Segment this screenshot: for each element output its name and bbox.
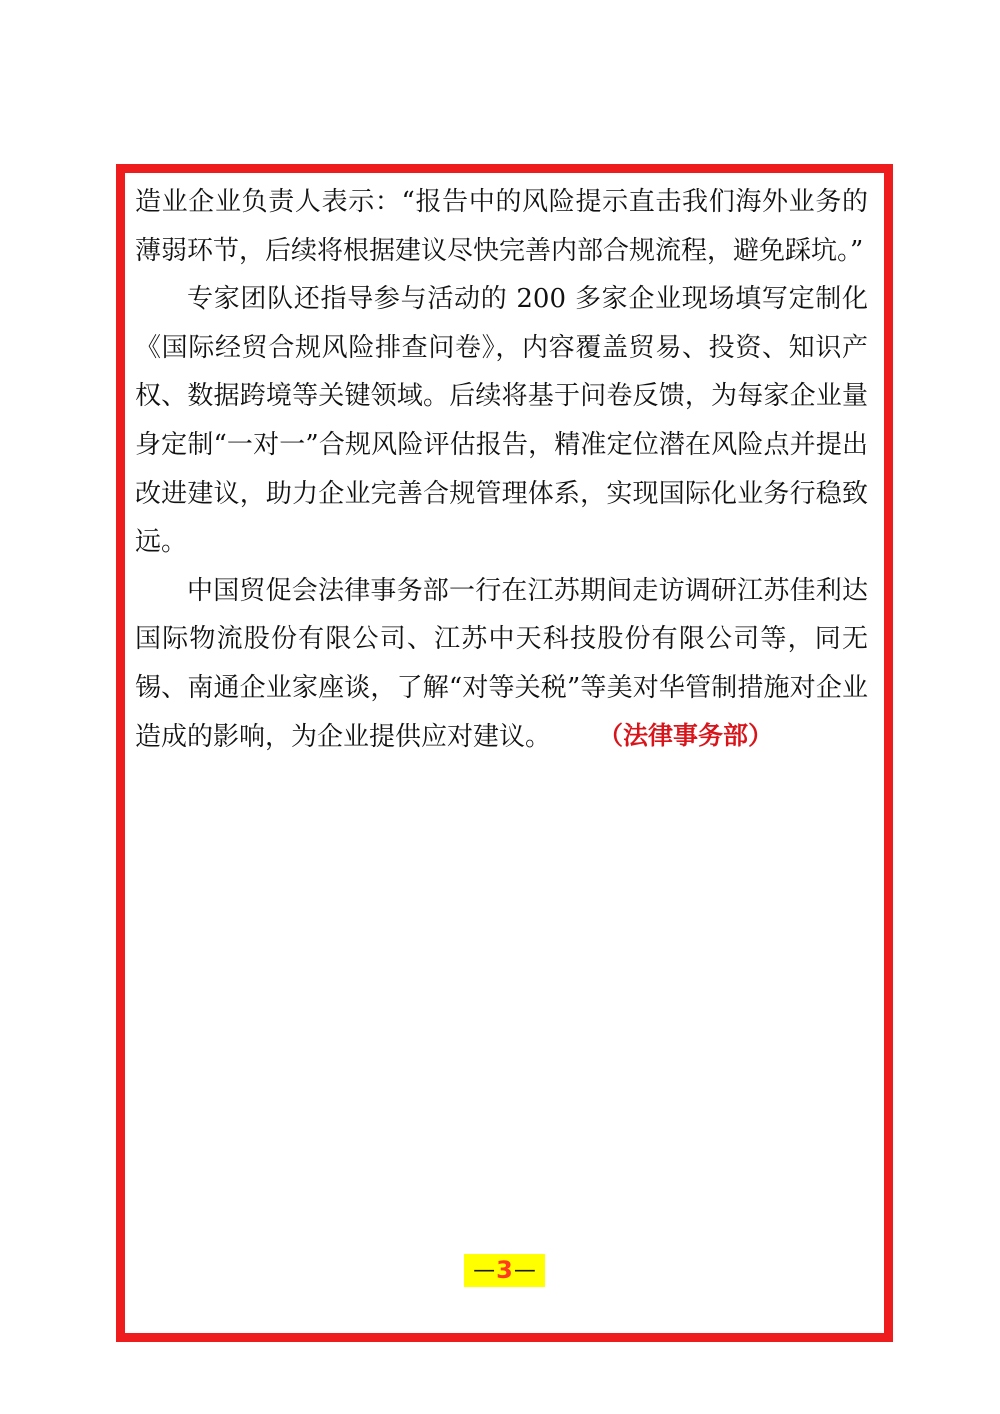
paragraph-expert-survey: 专家团队还指导参与活动的 200 多家企业现场填写定制化《国际经贸合规风险排查问卷》，内容覆盖贸易、投资、知识产权、数据跨境等关键领域。后续将基于问卷反馈，为每家企业量身定制“一对一”合规风险评估报告，精准定位潜在风险点并提出改进建议，助力企业完善合规管理体系，实现国际化业务行稳致远。 [135,284,868,558]
page-number-badge [464,1254,545,1287]
paragraph-continuation: 造业企业负责人表示：“报告中的风险提示直击我们海外业务的薄弱环节，后续将根据建议尽快完善内部合规流程，避免踩坑。” [135,187,868,266]
article-body [135,178,868,761]
paragraph-jiangsu-visit: 中国贸促会法律事务部一行在江苏期间走访调研江苏佳利达国际物流股份有限公司、江苏中天科技股份有限公司等，同无锡、南通企业家座谈，了解“对等关税”等美对华管制措施对企业造成的影响，为企业提供应对建议。 [135,575,868,752]
department-signature: （法律事务部） [598,721,774,750]
page-number-dash-right: — [513,1258,536,1283]
page-number-dash-left: — [473,1258,496,1283]
page-number: 3 [496,1256,513,1284]
